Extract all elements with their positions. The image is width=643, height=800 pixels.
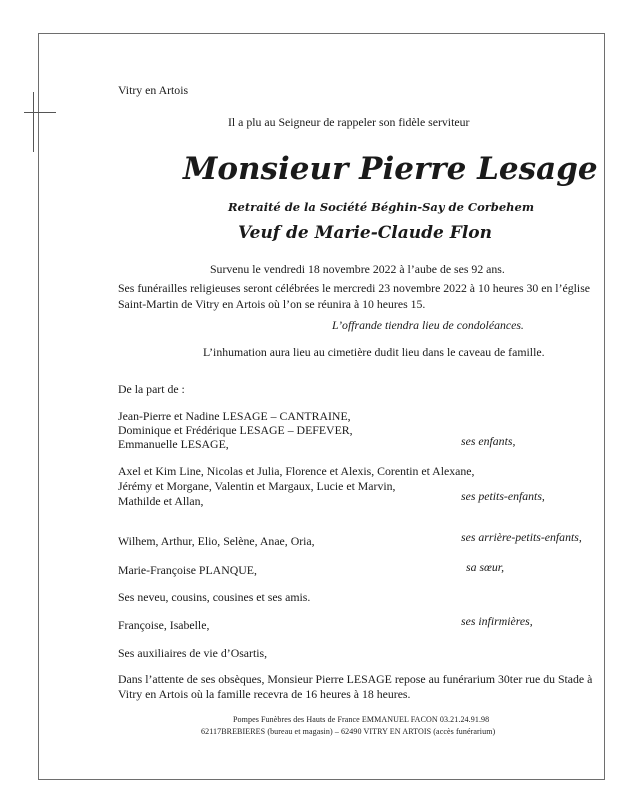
- deceased-name: Monsieur Pierre Lesage: [183, 151, 598, 187]
- relation-great-grandchildren: ses arrière-petits-enfants,: [461, 530, 582, 544]
- family-sister: Marie-Françoise PLANQUE,: [118, 563, 257, 577]
- funeral-line-2: Saint-Martin de Vitry en Artois où l’on se réunira à 10 heures 15.: [118, 297, 426, 311]
- widower-note: Veuf de Marie-Claude Flon: [238, 223, 492, 243]
- cross-icon-vertical: [33, 92, 34, 152]
- footer-company: Pompes Funèbres des Hauts de France EMMANUEL FACON 03.21.24.91.98: [233, 715, 490, 724]
- retired-note: Retraité de la Société Béghin-Say de Corbehem: [228, 200, 535, 214]
- family-great-grandchildren: Wilhem, Arthur, Elio, Selène, Anae, Oria,: [118, 534, 315, 548]
- footer-address: 62117BREBIERES (bureau et magasin) – 62490 VITRY EN ARTOIS (accès funérarium): [201, 727, 496, 736]
- relation-nurses: ses infirmières,: [461, 614, 533, 628]
- from-label: De la part de :: [118, 382, 185, 396]
- waiting-line-2: Vitry en Artois où la famille recevra de 16 heures à 18 heures.: [118, 687, 411, 701]
- offering-note: L’offrande tiendra lieu de condoléances.: [332, 318, 524, 332]
- relation-grandchildren: ses petits-enfants,: [461, 489, 545, 503]
- family-children-line: Dominique et Frédérique LESAGE – DEFEVER,: [118, 423, 353, 437]
- location: Vitry en Artois: [118, 83, 189, 97]
- page-border: [38, 33, 605, 780]
- family-grandchildren-line: Mathilde et Allan,: [118, 494, 204, 508]
- funeral-line-1: Ses funérailles religieuses seront célébrées le mercredi 23 novembre 2022 à 10 heures 30 en l’église: [118, 281, 591, 295]
- family-nurses: Françoise, Isabelle,: [118, 618, 210, 632]
- relation-children: ses enfants,: [461, 434, 516, 448]
- family-children-line: Emmanuelle LESAGE,: [118, 437, 229, 451]
- family-children-line: Jean-Pierre et Nadine LESAGE – CANTRAINE,: [118, 409, 351, 423]
- family-caregivers: Ses auxiliaires de vie d’Osartis,: [118, 646, 268, 660]
- death-notice: Survenu le vendredi 18 novembre 2022 à l’aube de ses 92 ans.: [210, 262, 505, 276]
- family-grandchildren-line: Axel et Kim Line, Nicolas et Julia, Florence et Alexis, Corentin et Alexane,: [118, 464, 475, 478]
- cross-icon-horizontal: [24, 112, 56, 113]
- relation-sister: sa sœur,: [466, 560, 505, 574]
- intro-text: Il a plu au Seigneur de rappeler son fidèle serviteur: [228, 115, 470, 129]
- family-relatives: Ses neveu, cousins, cousines et ses amis.: [118, 590, 311, 604]
- waiting-line-1: Dans l’attente de ses obsèques, Monsieur Pierre LESAGE repose au funérarium 30ter rue du Stade à: [118, 672, 593, 686]
- burial-note: L’inhumation aura lieu au cimetière dudit lieu dans le caveau de famille.: [203, 345, 545, 359]
- family-grandchildren-line: Jérémy et Morgane, Valentin et Margaux, Lucie et Marvin,: [118, 479, 396, 493]
